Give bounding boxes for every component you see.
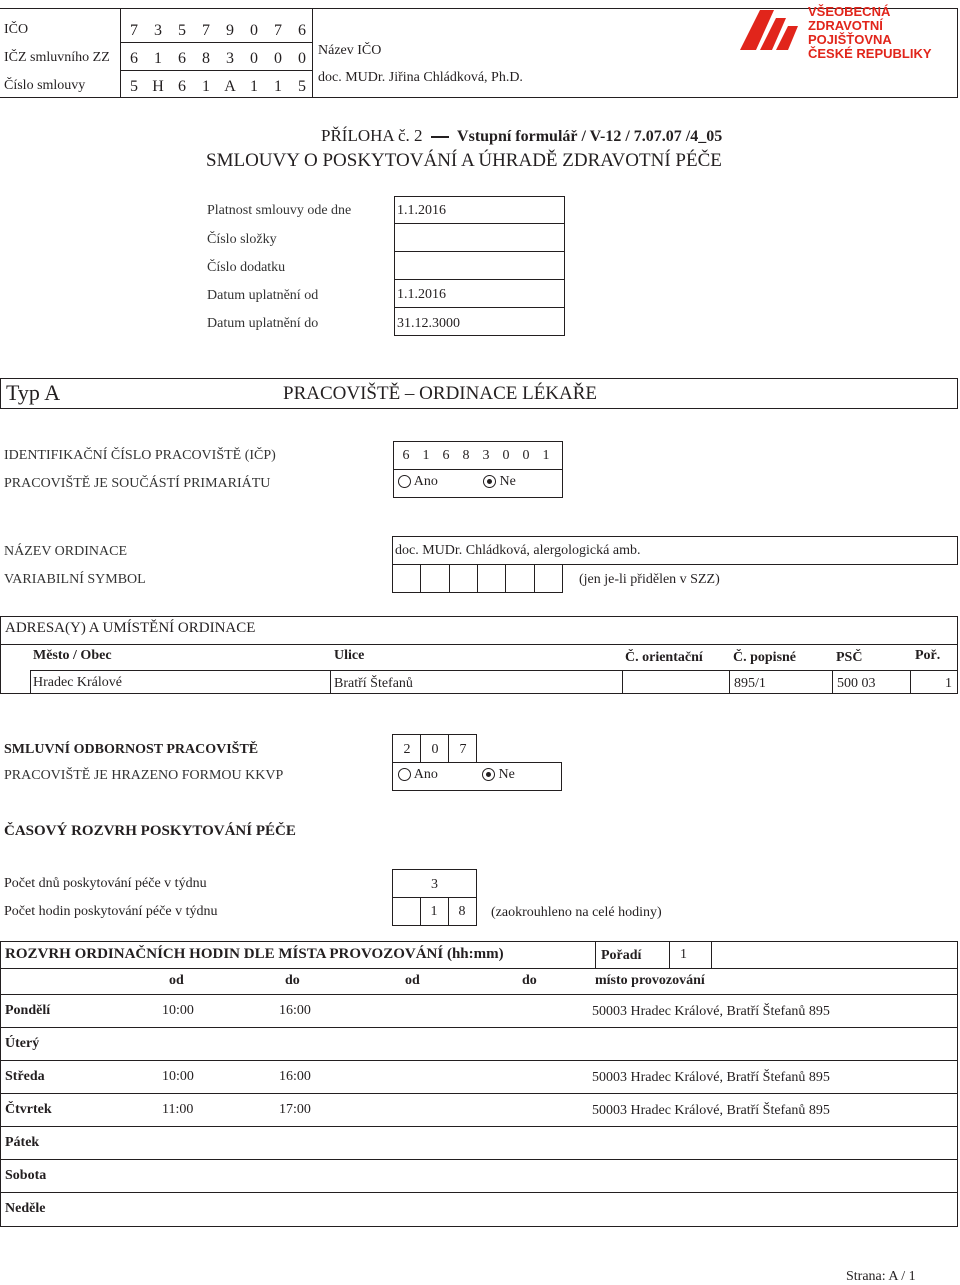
ico-digits: 7 3 5 7 9 0 7 6 [130,22,306,39]
day-label: Pátek [5,1135,40,1150]
primariat-ne-option[interactable]: Ne [483,474,516,490]
uplat-od-field[interactable]: 1.1.2016 [394,279,565,308]
ico-label: IČO [4,22,29,37]
logo-line-1: VŠEOBECNÁ [808,4,891,19]
page-number: Strana: A / 1 [846,1269,916,1284]
icp-digits: 6 1 6 8 3 0 0 1 [402,448,550,463]
adresa-por: 1 [945,676,952,691]
logo-line-3: ČESKÉ REPUBLIKY [808,46,932,61]
form-code: Vstupní formulář / V-12 / 7.07.07 /4_05 [457,128,723,145]
dodatek-label: Číslo dodatku [207,260,286,275]
adresa-heading: ADRESA(Y) A UMÍSTĚNÍ ORDINACE [5,620,256,636]
odbornost-label: SMLUVNÍ ODBORNOST PRACOVIŠTĚ [4,742,259,757]
vzp-logo-icon [738,6,800,52]
col-psc: PSČ [836,650,863,665]
uplat-do-label: Datum uplatnění do [207,316,319,331]
od1-cell: 11:00 [162,1102,194,1117]
radio-ano-icon[interactable] [398,475,411,488]
col-mesto: Město / Obec [33,648,112,663]
title-line-2: SMLOUVY O POSKYTOVÁNÍ A ÚHRADĚ ZDRAVOTNÍ PÉČE [206,150,722,171]
adresa-ulice: Bratří Štefanů [334,676,413,691]
typ-heading: PRACOVIŠTĚ – ORDINACE LÉKAŘE [283,383,598,404]
dny-field[interactable]: 3 [392,869,477,898]
nazev-ordinace-label: NÁZEV ORDINACE [4,544,128,559]
odbornost-digits: 2 0 7 [403,742,467,757]
slozka-label: Číslo složky [207,232,277,247]
dodatek-field[interactable] [394,251,565,280]
vs-label: VARIABILNÍ SYMBOL [4,572,146,587]
slozka-field[interactable] [394,223,565,252]
do1-cell: 16:00 [279,1069,311,1084]
do1-cell: 17:00 [279,1102,311,1117]
col-por: Poř. [915,648,941,663]
kkvp-ano-option[interactable]: Ano [398,767,438,783]
platnost-field[interactable]: 1.1.2016 [394,196,565,224]
kkvp-label: PRACOVIŠTĚ JE HRAZENO FORMOU KKVP [4,768,284,783]
icp-label: IDENTIFIKAČNÍ ČÍSLO PRACOVIŠTĚ (IČP) [4,448,276,463]
misto-cell: 50003 Hradec Králové, Bratří Štefanů 895 [592,1070,830,1085]
platnost-label: Platnost smlouvy ode dne [207,203,352,218]
nazev-ico-label: Název IČO [318,43,382,58]
col-od-1: od [169,973,184,988]
casovy-heading: ČASOVÝ ROZVRH POSKYTOVÁNÍ PÉČE [4,823,296,839]
col-do-1: do [285,973,300,988]
adresa-psc: 500 03 [837,676,876,691]
vs-note: (jen je-li přidělen v SZZ) [579,572,720,587]
day-label: Neděle [5,1201,46,1216]
poradi-value: 1 [680,947,687,962]
icz-digits: 6 1 6 8 3 0 0 0 [130,50,306,67]
col-misto: místo provozování [595,973,705,988]
primariat-label: PRACOVIŠTĚ JE SOUČÁSTÍ PRIMARIÁTU [4,476,271,491]
radio-ne-icon[interactable] [483,475,496,488]
do1-cell: 16:00 [279,1003,311,1018]
day-label: Úterý [5,1036,40,1051]
cislo-smlouvy-digits: 5 H 6 1 A 1 1 5 [130,78,306,95]
logo-line-2: ZDRAVOTNÍ POJIŠŤOVNA [808,18,892,47]
rozvrh-heading: ROZVRH ORDINAČNÍCH HODIN DLE MÍSTA PROVOZOVÁNÍ (hh:mm) [5,946,504,962]
day-label: Pondělí [5,1003,51,1018]
typ-label: Typ A [6,380,61,405]
misto-cell: 50003 Hradec Králové, Bratří Štefanů 895 [592,1004,830,1019]
poradi-label: Pořadí [601,948,642,963]
col-orient: Č. orientační [625,650,703,665]
primariat-ano-option[interactable]: Ano [398,474,438,490]
radio-ne-icon[interactable] [482,768,495,781]
col-do-2: do [522,973,537,988]
logo-text [808,5,960,61]
title-dash [431,136,449,138]
adresa-popis: 895/1 [734,676,766,691]
hodin-label: Počet hodin poskytování péče v týdnu [4,904,218,919]
nazev-ico-value: doc. MUDr. Jiřina Chládková, Ph.D. [318,70,523,85]
od1-cell: 10:00 [162,1069,194,1084]
col-od-2: od [405,973,420,988]
hodin-note: (zaokrouhleno na celé hodiny) [491,905,662,920]
day-label: Středa [5,1069,45,1084]
kkvp-ne-option[interactable]: Ne [482,767,515,783]
uplat-od-label: Datum uplatnění od [207,288,319,303]
title-line-1 [321,126,722,146]
day-label: Sobota [5,1168,47,1183]
uplat-do-field[interactable]: 31.12.3000 [394,307,565,336]
col-popis: Č. popisné [733,650,797,665]
nazev-ordinace-field[interactable]: doc. MUDr. Chládková, alergologická amb. [392,536,958,565]
cislo-smlouvy-label: Číslo smlouvy [4,78,86,93]
icz-label: IČZ smluvního ZZ [4,50,110,65]
priloha-label: PŘÍLOHA č. 2 [321,126,423,145]
hodin-digits: 1 8 [430,904,466,919]
day-label: Čtvrtek [5,1102,52,1117]
radio-ano-icon[interactable] [398,768,411,781]
misto-cell: 50003 Hradec Králové, Bratří Štefanů 895 [592,1103,830,1118]
col-ulice: Ulice [334,648,365,663]
adresa-mesto: Hradec Králové [33,675,123,690]
od1-cell: 10:00 [162,1003,194,1018]
dny-label: Počet dnů poskytování péče v týdnu [4,876,207,891]
